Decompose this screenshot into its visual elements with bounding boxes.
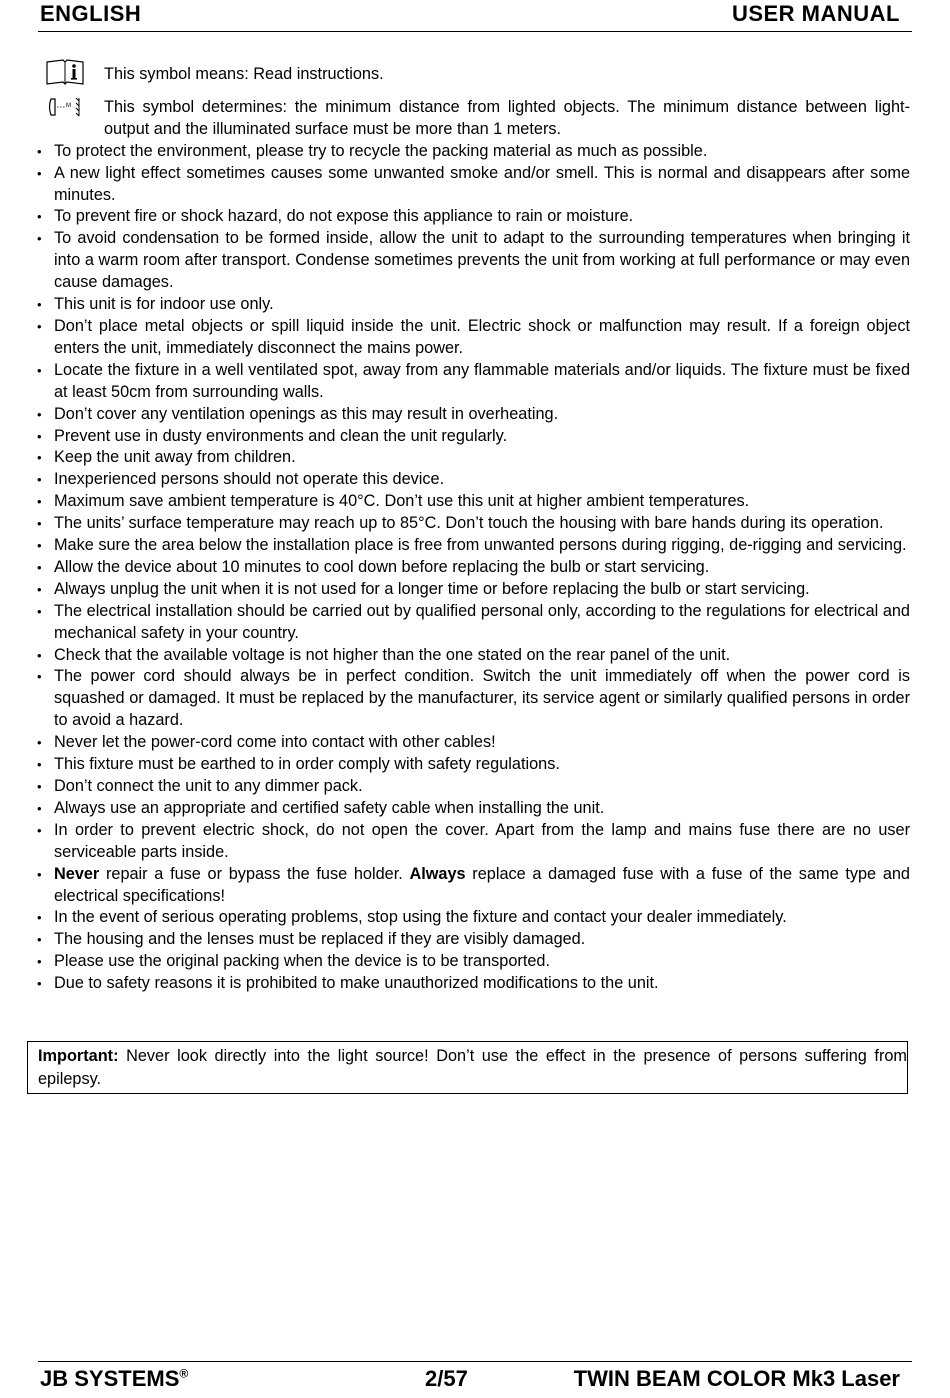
list-item: • Check that the available voltage is not higher than the one stated on the rear panel of the unit. <box>37 645 910 667</box>
footer-product: TWIN BEAM COLOR Mk3 Laser <box>573 1366 900 1391</box>
list-item: • Locate the fixture in a well ventilated spot, away from any flammable materials and/or liquids. The fixture must be fixed at least 50cm from surrounding walls. <box>37 360 910 404</box>
list-item: • In the event of serious operating problems, stop using the fixture and contact your dealer immediately. <box>37 907 910 929</box>
symbol-minimum-distance-text: This symbol determines: the minimum distance from lighted objects. The minimum distance between light-output and the illuminated surface must be more than 1 meters. <box>104 97 910 138</box>
read-instructions-icon <box>45 58 85 93</box>
list-item: • The housing and the lenses must be replaced if they are visibly damaged. <box>37 929 910 951</box>
list-item: • Keep the unit away from children. <box>37 447 910 469</box>
list-item: • A new light effect sometimes causes some unwanted smoke and/or smell. This is normal and disappears after some minutes. <box>37 163 910 207</box>
list-item: • This unit is for indoor use only. <box>37 294 910 316</box>
header-title: USER MANUAL <box>731 1 900 26</box>
svg-text:M: M <box>66 102 71 109</box>
safety-list <box>37 141 910 995</box>
list-item: • Allow the device about 10 minutes to cool down before replacing the bulb or start servicing. <box>37 557 910 579</box>
list-item: • Prevent use in dusty environments and clean the unit regularly. <box>37 426 910 448</box>
safety-instructions <box>37 64 910 995</box>
fuse-always-label: Always <box>409 864 466 883</box>
list-item: • To protect the environment, please try to recycle the packing material as much as possible. <box>37 141 910 163</box>
list-item: • Due to safety reasons it is prohibited to make unauthorized modifications to the unit. <box>37 973 910 995</box>
list-item: • Always unplug the unit when it is not used for a longer time or before replacing the bulb or start servicing. <box>37 579 910 601</box>
list-item: • To prevent fire or shock hazard, do not expose this appliance to rain or moisture. <box>37 206 910 228</box>
footer-brand-name: JB SYSTEMS <box>40 1366 180 1391</box>
list-item: • To avoid condensation to be formed inside, allow the unit to adapt to the surrounding temperatures when bringing it into a warm room after transport. Condense sometimes prevents the unit from working at full performance or may even cause damages. <box>37 228 910 294</box>
list-item: • Don’t connect the unit to any dimmer pack. <box>37 776 910 798</box>
fuse-text-part2: replace a damaged fuse with a fuse of the same type and electrical specifications! <box>54 864 910 905</box>
list-item: • Don’t place metal objects or spill liquid inside the unit. Electric shock or malfunction may result. If a foreign object enters the unit, immediately disconnect the mains power. <box>37 316 910 360</box>
page-number: 2/57 <box>425 1366 468 1391</box>
page-footer <box>38 1361 912 1398</box>
list-item: • The units’ surface temperature may reach up to 85°C. Don’t touch the housing with bare hands during its operation. <box>37 513 910 535</box>
important-text: Never look directly into the light source! Don’t use the effect in the presence of persons suffering from epilepsy. <box>38 1047 907 1088</box>
symbol-read-instructions-row <box>37 64 910 86</box>
minimum-distance-icon <box>45 95 87 126</box>
list-item: • In order to prevent electric shock, do not open the cover. Apart from the lamp and mains fuse there are no user serviceable parts inside. <box>37 820 910 864</box>
important-notice <box>27 1041 908 1094</box>
list-item: • This fixture must be earthed to in order comply with safety regulations. <box>37 754 910 776</box>
list-item: • The electrical installation should be carried out by qualified personal only, according to the regulations for electrical and mechanical safety in your country. <box>37 601 910 645</box>
list-item: • Don’t cover any ventilation openings as this may result in overheating. <box>37 404 910 426</box>
list-item: • Always use an appropriate and certified safety cable when installing the unit. <box>37 798 910 820</box>
list-item: • Maximum save ambient temperature is 40°C. Don’t use this unit at higher ambient temperatures. <box>37 491 910 513</box>
list-item: • The power cord should always be in perfect condition. Switch the unit immediately off when the power cord is squashed or damaged. It must be replaced by the manufacturer, its service agent or similarly qualified persons in order to avoid a hazard. <box>37 666 910 732</box>
symbol-minimum-distance-row <box>37 97 910 141</box>
list-item: • Never let the power-cord come into contact with other cables! <box>37 732 910 754</box>
symbol-read-instructions-text: This symbol means: Read instructions. <box>104 65 384 83</box>
list-item: • Please use the original packing when the device is to be transported. <box>37 951 910 973</box>
important-label: Important: <box>38 1047 119 1065</box>
list-item: • Make sure the area below the installation place is free from unwanted persons during rigging, de-rigging and servicing. <box>37 535 910 557</box>
fuse-never-label: Never <box>54 864 100 883</box>
list-item: • Inexperienced persons should not operate this device. <box>37 469 910 491</box>
registered-mark: ® <box>179 1366 189 1381</box>
footer-brand <box>40 1366 188 1392</box>
list-item-fuse <box>37 864 910 908</box>
page-header <box>38 0 912 32</box>
header-language: ENGLISH <box>40 1 142 26</box>
fuse-text-part1: repair a fuse or bypass the fuse holder. <box>99 864 410 883</box>
